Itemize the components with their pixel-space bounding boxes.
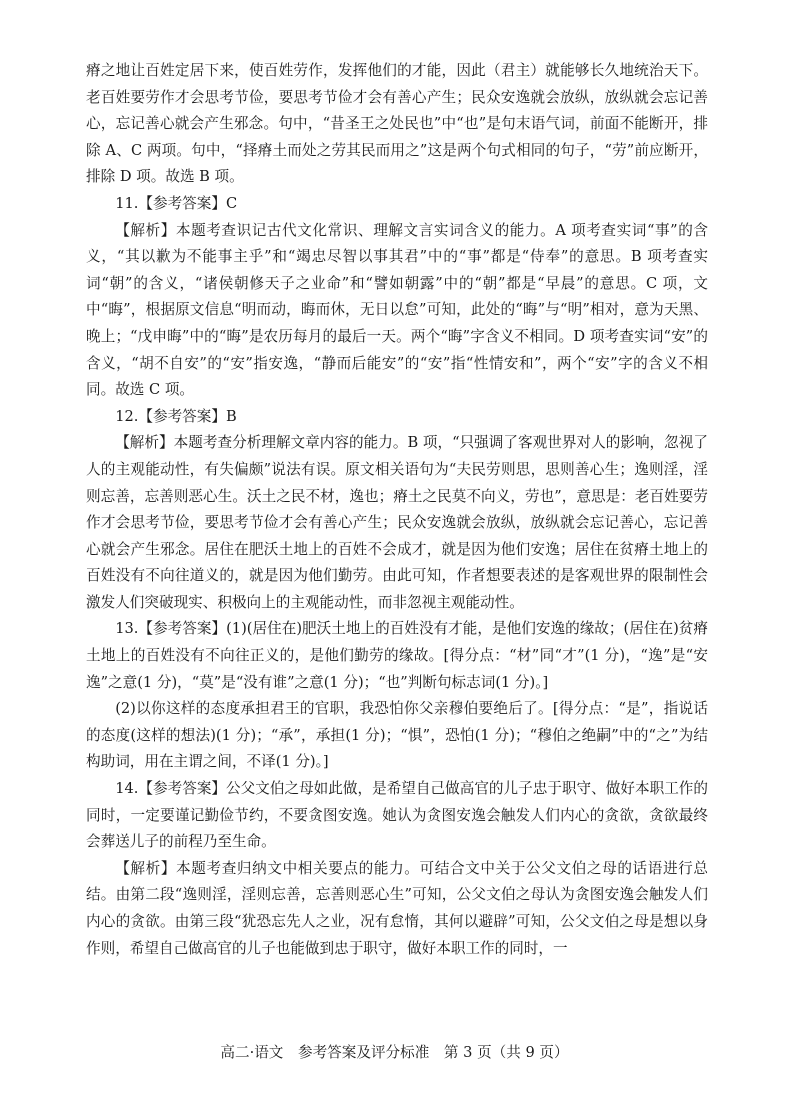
q12-answer: 12.【参考答案】B [115, 407, 237, 425]
q11-answer: 11.【参考答案】C [115, 194, 238, 212]
paragraph-q10-continuation: 瘠之地让百姓定居下来，使百姓劳作，发挥他们的才能，因此（君主）就能够长久地统治天下。老百姓要劳作才会思考节俭，要思考节俭才会有善心产生；民众安逸就会放纵，放纵就会忘记善心，忘记善心就会产生邪念。句中，“昔圣王之处民也”中“也”是句末语气词，前面不能断开，排除 A、C 两项。句中，“择瘠土而处之劳其民而用之”这是两个句式相同的句子，“劳”前应断开，排除 D 项。故选 B 项。 [86, 62, 708, 186]
q12-analysis: 【解析】本题考查分析理解文章内容的能力。B 项，“只强调了客观世界对人的影响，忽视了人的主观能动性，有失偏颇”说法有误。原文相关语句为“夫民劳则思，思则善心生；逸则淫，淫则忘善，忘善则恶心生。沃土之民不材，逸也；瘠土之民莫不向义，劳也”，意思是：老百姓要劳作才会思考节俭，要思考节俭才会有善心产生；民众安逸就会放纵，放纵就会忘记善心，忘记善心就会产生邪念。居住在肥沃土地上的百姓不会成才，就是因为他们安逸；居住在贫瘠土地上的百姓没有不向往道义的，就是因为他们勤劳。由此可知，作者想要表述的是客观世界的限制性会激发人们突破现实、积极向上的主观能动性，而非忽视主观能动性。 [86, 434, 708, 611]
q11-analysis: 【解析】本题考查识记古代文化常识、理解文言实词含义的能力。A 项考查实词“事”的含义，“其以歉为不能事主乎”和“竭忠尽智以事其君”中的“事”都是“侍奉”的意思。B 项考查实词“朝”的含义，“诸侯朝修天子之业命”和“譬如朝露”中的“朝”都是“早晨”的意思。C 项，文中“晦”，根据原文信息“明而动，晦而休，无日以怠”可知，此处的“晦”与“明”相对，意为天黑、晚上；“戊申晦”中的“晦”是农历每月的最后一天。两个“晦”字含义不相同。D 项考查实词“安”的含义，“胡不自安”的“安”指安逸，“静而后能安”的“安”指“性情安和”，两个“安”字的含义不相同。故选 C 项。 [86, 221, 708, 399]
q14-analysis: 【解析】本题考查归纳文中相关要点的能力。可结合文中关于公父文伯之母的话语进行总结。由第二段“逸则淫，淫则忘善，忘善则恶心生”可知，公父文伯之母认为贪图安逸会触发人们内心的贪欲。由第三段“犹恐忘先人之业，况有怠惰，其何以避辟”可知，公父文伯之母是想以身作则，希望自己做高官的儿子也能做到忠于职守，做好本职工作的同时，一 [86, 859, 708, 957]
page-content [86, 58, 708, 962]
q13-answer-part2: (2)以你这样的态度承担君王的官职，我恐怕你父亲穆伯要绝后了。[得分点：“是”，指说话的态度(这样的想法)(1 分)；“承”，承担(1 分)；“惧”，恐怕(1 分)；“穆伯之绝嗣”中的“之”为结构助词，用在主谓之间，不译(1 分)。] [86, 700, 708, 771]
q14-answer: 14.【参考答案】公父文伯之母如此做，是希望自己做高官的儿子忠于职守、做好本职工作的同时，一定要谨记勤俭节约，不要贪图安逸。她认为贪图安逸会触发人们内心的贪欲，贪欲最终会葬送儿子的前程乃至生命。 [86, 780, 708, 851]
page-footer: 高二·语文 参考答案及评分标准 第 3 页（共 9 页） [220, 1044, 569, 1061]
q13-answer-part1: 13.【参考答案】(1)(居住在)肥沃土地上的百姓没有才能，是他们安逸的缘故；(居住在)贫瘠土地上的百姓没有不向往正义的，是他们勤劳的缘故。[得分点：“材”同“才”(1 分)，“逸”是“安逸”之意(1 分)，“莫”是“没有谁”之意(1 分)；“也”判断句标志词(1 分)。] [86, 620, 708, 691]
